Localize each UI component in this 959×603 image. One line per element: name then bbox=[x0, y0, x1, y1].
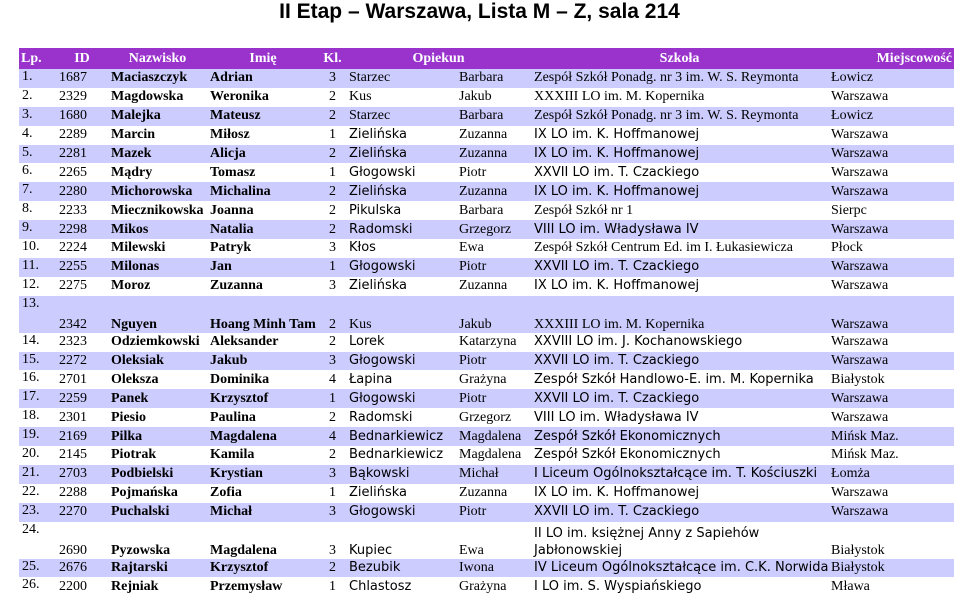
row-imie: Natalia bbox=[207, 220, 319, 239]
row-imie: Patryk bbox=[207, 239, 319, 258]
table-row bbox=[19, 577, 954, 596]
row-nazwisko: Mądry bbox=[108, 163, 207, 182]
row-lp: 12. bbox=[19, 277, 56, 296]
row-imie: Weronika bbox=[207, 88, 319, 107]
row-opiekun-imie: Jakub bbox=[456, 88, 531, 107]
row-opiekun-imie: Michał bbox=[456, 465, 531, 484]
row-lp: 22. bbox=[19, 484, 56, 503]
row-opiekun-nazwisko: Bąkowski bbox=[346, 465, 456, 484]
row-id: 2259 bbox=[56, 389, 108, 408]
header-row bbox=[19, 48, 954, 69]
row-kl: 3 bbox=[319, 503, 346, 522]
table-row bbox=[19, 201, 954, 220]
row-miejscowosc: Sierpc bbox=[828, 201, 954, 220]
row-id: 2200 bbox=[56, 577, 108, 596]
row-opiekun-nazwisko: Kus bbox=[346, 88, 456, 107]
row-nazwisko: Milonas bbox=[108, 258, 207, 277]
row-miejscowosc: Warszawa bbox=[828, 145, 954, 164]
row-id: 2701 bbox=[56, 370, 108, 389]
row-miejscowosc: Warszawa bbox=[828, 503, 954, 522]
row-imie: Jakub bbox=[207, 352, 319, 371]
header-szkola: Szkoła bbox=[531, 48, 828, 69]
row-imie: Michał bbox=[207, 503, 319, 522]
row-id: 2301 bbox=[56, 408, 108, 427]
row-nazwisko: Mikos bbox=[108, 220, 207, 239]
table-row bbox=[19, 220, 954, 239]
row-lp: 9. bbox=[19, 220, 56, 239]
row-imie: Aleksander bbox=[207, 333, 319, 352]
table-row bbox=[19, 352, 954, 371]
row-szkola: XXVII LO im. T. Czackiego bbox=[531, 503, 828, 522]
row-id: 1680 bbox=[56, 107, 108, 126]
row-kl: 2 bbox=[319, 446, 346, 465]
row-opiekun-imie: Jakub bbox=[456, 296, 531, 333]
row-id: 2288 bbox=[56, 484, 108, 503]
row-id: 2275 bbox=[56, 277, 108, 296]
row-miejscowosc: Warszawa bbox=[828, 258, 954, 277]
row-miejscowosc: Białystok bbox=[828, 370, 954, 389]
row-kl: 1 bbox=[319, 577, 346, 596]
row-lp: 14. bbox=[19, 333, 56, 352]
row-nazwisko: Marcin bbox=[108, 126, 207, 145]
row-opiekun-imie: Piotr bbox=[456, 352, 531, 371]
row-kl: 3 bbox=[319, 69, 346, 88]
row-opiekun-imie: Ewa bbox=[456, 522, 531, 559]
row-kl: 4 bbox=[319, 370, 346, 389]
row-kl: 2 bbox=[319, 107, 346, 126]
row-lp: 8. bbox=[19, 201, 56, 220]
row-nazwisko: Rajtarski bbox=[108, 559, 207, 578]
row-lp: 26. bbox=[19, 577, 56, 596]
row-id: 2265 bbox=[56, 163, 108, 182]
row-miejscowosc: Łomża bbox=[828, 465, 954, 484]
row-nazwisko: Moroz bbox=[108, 277, 207, 296]
row-imie: Dominika bbox=[207, 370, 319, 389]
row-kl: 1 bbox=[319, 484, 346, 503]
table-row bbox=[19, 69, 954, 88]
row-miejscowosc: Warszawa bbox=[828, 163, 954, 182]
row-id: 2690 bbox=[56, 522, 108, 559]
row-kl: 3 bbox=[319, 352, 346, 371]
row-kl: 1 bbox=[319, 389, 346, 408]
row-szkola: IX LO im. K. Hoffmanowej bbox=[531, 484, 828, 503]
row-szkola: Zespół Szkół Handlowo-E. im. M. Kopernika bbox=[531, 370, 828, 389]
row-id: 2289 bbox=[56, 126, 108, 145]
row-id: 2255 bbox=[56, 258, 108, 277]
row-opiekun-imie: Grażyna bbox=[456, 577, 531, 596]
table-row bbox=[19, 258, 954, 277]
row-nazwisko: Rejniak bbox=[108, 577, 207, 596]
row-nazwisko: Odziemkowski bbox=[108, 333, 207, 352]
row-szkola: XXVII LO im. T. Czackiego bbox=[531, 352, 828, 371]
row-opiekun-nazwisko: Lorek bbox=[346, 333, 456, 352]
row-kl: 3 bbox=[319, 277, 346, 296]
row-opiekun-nazwisko: Kłos bbox=[346, 239, 456, 258]
row-szkola: Zespół Szkół nr 1 bbox=[531, 201, 828, 220]
table-row bbox=[19, 277, 954, 296]
row-imie: Przemysław bbox=[207, 577, 319, 596]
row-opiekun-imie: Barbara bbox=[456, 107, 531, 126]
row-kl: 2 bbox=[319, 296, 346, 333]
row-opiekun-nazwisko: Głogowski bbox=[346, 258, 456, 277]
row-lp: 25. bbox=[19, 559, 56, 578]
table-row bbox=[19, 163, 954, 182]
row-miejscowosc: Mińsk Maz. bbox=[828, 446, 954, 465]
row-nazwisko: Magdowska bbox=[108, 88, 207, 107]
row-lp: 18. bbox=[19, 408, 56, 427]
row-szkola: XXXIII LO im. M. Kopernika bbox=[531, 88, 828, 107]
row-opiekun-imie: Magdalena bbox=[456, 427, 531, 446]
row-miejscowosc: Warszawa bbox=[828, 220, 954, 239]
row-opiekun-imie: Zuzanna bbox=[456, 145, 531, 164]
row-opiekun-imie: Piotr bbox=[456, 258, 531, 277]
row-imie: Magdalena bbox=[207, 522, 319, 559]
row-miejscowosc: Warszawa bbox=[828, 333, 954, 352]
row-opiekun-imie: Grzegorz bbox=[456, 408, 531, 427]
row-szkola: I LO im. S. Wyspiańskiego bbox=[531, 577, 828, 596]
row-kl: 1 bbox=[319, 163, 346, 182]
row-miejscowosc: Łowicz bbox=[828, 69, 954, 88]
row-opiekun-nazwisko: Bednarkiewicz bbox=[346, 446, 456, 465]
row-imie: Krzysztof bbox=[207, 559, 319, 578]
row-opiekun-nazwisko: Głogowski bbox=[346, 503, 456, 522]
header-opiekun: Opiekun bbox=[346, 48, 531, 69]
row-kl: 2 bbox=[319, 145, 346, 164]
row-opiekun-nazwisko: Bezubik bbox=[346, 559, 456, 578]
row-miejscowosc: Mińsk Maz. bbox=[828, 427, 954, 446]
row-szkola: XXVIII LO im. J. Kochanowskiego bbox=[531, 333, 828, 352]
row-imie: Jan bbox=[207, 258, 319, 277]
table-row bbox=[19, 126, 954, 145]
table-row bbox=[19, 446, 954, 465]
row-imie: Zofia bbox=[207, 484, 319, 503]
row-lp: 6. bbox=[19, 163, 56, 182]
results-table bbox=[19, 48, 954, 596]
row-imie: Miłosz bbox=[207, 126, 319, 145]
row-lp: 1. bbox=[19, 69, 56, 88]
row-opiekun-imie: Magdalena bbox=[456, 446, 531, 465]
header-imie: Imię bbox=[207, 48, 319, 69]
row-opiekun-nazwisko: Głogowski bbox=[346, 163, 456, 182]
row-miejscowosc: Warszawa bbox=[828, 88, 954, 107]
row-imie: Magdalena bbox=[207, 427, 319, 446]
row-nazwisko: Maciaszczyk bbox=[108, 69, 207, 88]
row-opiekun-nazwisko: Pikulska bbox=[346, 201, 456, 220]
row-szkola: Zespół Szkół Ponadg. nr 3 im. W. S. Reymonta bbox=[531, 107, 828, 126]
row-opiekun-nazwisko: Starzec bbox=[346, 69, 456, 88]
row-opiekun-nazwisko: Bednarkiewicz bbox=[346, 427, 456, 446]
row-opiekun-nazwisko: Głogowski bbox=[346, 352, 456, 371]
row-szkola: VIII LO im. Władysława IV bbox=[531, 220, 828, 239]
row-miejscowosc: Białystok bbox=[828, 559, 954, 578]
row-kl: 2 bbox=[319, 182, 346, 201]
row-id: 2272 bbox=[56, 352, 108, 371]
row-imie: Adrian bbox=[207, 69, 319, 88]
row-opiekun-nazwisko: Zielińska bbox=[346, 126, 456, 145]
row-lp: 19. bbox=[19, 427, 56, 446]
row-nazwisko: Podbielski bbox=[108, 465, 207, 484]
row-szkola: II LO im. księżnej Anny z Sapiehów Jabłonowskiej bbox=[531, 522, 828, 559]
row-lp: 15. bbox=[19, 352, 56, 371]
row-miejscowosc: Warszawa bbox=[828, 182, 954, 201]
row-kl: 3 bbox=[319, 239, 346, 258]
row-imie: Hoang Minh Tam bbox=[207, 296, 319, 333]
row-imie: Tomasz bbox=[207, 163, 319, 182]
header-lp: Lp. bbox=[19, 48, 56, 69]
row-szkola: Zespół Szkół Centrum Ed. im I. Łukasiewicza bbox=[531, 239, 828, 258]
row-szkola: IX LO im. K. Hoffmanowej bbox=[531, 126, 828, 145]
row-lp: 16. bbox=[19, 370, 56, 389]
table-row bbox=[19, 408, 954, 427]
table-row bbox=[19, 559, 954, 578]
table-row bbox=[19, 88, 954, 107]
row-szkola: XXVII LO im. T. Czackiego bbox=[531, 258, 828, 277]
row-nazwisko: Piesio bbox=[108, 408, 207, 427]
row-miejscowosc: Białystok bbox=[828, 522, 954, 559]
row-opiekun-imie: Zuzanna bbox=[456, 182, 531, 201]
row-id: 2329 bbox=[56, 88, 108, 107]
row-opiekun-imie: Piotr bbox=[456, 163, 531, 182]
row-opiekun-nazwisko: Radomski bbox=[346, 220, 456, 239]
row-miejscowosc: Warszawa bbox=[828, 277, 954, 296]
row-kl: 3 bbox=[319, 465, 346, 484]
header-id: ID bbox=[56, 48, 108, 69]
row-id: 2676 bbox=[56, 559, 108, 578]
row-szkola: VIII LO im. Władysława IV bbox=[531, 408, 828, 427]
row-miejscowosc: Mława bbox=[828, 577, 954, 596]
header-kl: Kl. bbox=[319, 48, 346, 69]
table-row bbox=[19, 239, 954, 258]
row-miejscowosc: Warszawa bbox=[828, 484, 954, 503]
row-imie: Joanna bbox=[207, 201, 319, 220]
row-imie: Zuzanna bbox=[207, 277, 319, 296]
table-row bbox=[19, 522, 954, 559]
row-szkola: XXVII LO im. T. Czackiego bbox=[531, 163, 828, 182]
row-imie: Kamila bbox=[207, 446, 319, 465]
table-row bbox=[19, 145, 954, 164]
table-row bbox=[19, 465, 954, 484]
row-lp: 10. bbox=[19, 239, 56, 258]
table-row bbox=[19, 427, 954, 446]
row-nazwisko: Nguyen bbox=[108, 296, 207, 333]
row-opiekun-imie: Grzegorz bbox=[456, 220, 531, 239]
row-lp: 2. bbox=[19, 88, 56, 107]
row-lp: 17. bbox=[19, 389, 56, 408]
row-nazwisko: Mazek bbox=[108, 145, 207, 164]
row-kl: 4 bbox=[319, 427, 346, 446]
header-miejscowosc: Miejscowość bbox=[828, 48, 954, 69]
row-opiekun-nazwisko: Zielińska bbox=[346, 484, 456, 503]
row-id: 2298 bbox=[56, 220, 108, 239]
row-id: 2323 bbox=[56, 333, 108, 352]
row-szkola: IX LO im. K. Hoffmanowej bbox=[531, 182, 828, 201]
row-nazwisko: Panek bbox=[108, 389, 207, 408]
row-szkola: IX LO im. K. Hoffmanowej bbox=[531, 277, 828, 296]
row-szkola: Zespół Szkół Ekonomicznych bbox=[531, 427, 828, 446]
row-id: 2270 bbox=[56, 503, 108, 522]
row-id: 2281 bbox=[56, 145, 108, 164]
row-szkola: IV Liceum Ogólnokształcące im. C.K. Norwida bbox=[531, 559, 828, 578]
row-miejscowosc: Warszawa bbox=[828, 389, 954, 408]
table-row bbox=[19, 333, 954, 352]
row-lp: 24. bbox=[19, 522, 56, 559]
row-opiekun-imie: Piotr bbox=[456, 503, 531, 522]
row-imie: Paulina bbox=[207, 408, 319, 427]
row-opiekun-imie: Iwona bbox=[456, 559, 531, 578]
row-nazwisko: Malejka bbox=[108, 107, 207, 126]
row-kl: 1 bbox=[319, 126, 346, 145]
row-miejscowosc: Warszawa bbox=[828, 126, 954, 145]
row-kl: 2 bbox=[319, 220, 346, 239]
row-szkola: XXVII LO im. T. Czackiego bbox=[531, 389, 828, 408]
row-opiekun-nazwisko: Kus bbox=[346, 296, 456, 333]
row-id: 1687 bbox=[56, 69, 108, 88]
row-lp: 23. bbox=[19, 503, 56, 522]
header-nazwisko: Nazwisko bbox=[108, 48, 207, 69]
row-szkola: IX LO im. K. Hoffmanowej bbox=[531, 145, 828, 164]
row-opiekun-imie: Zuzanna bbox=[456, 277, 531, 296]
row-lp: 5. bbox=[19, 145, 56, 164]
row-id: 2280 bbox=[56, 182, 108, 201]
row-opiekun-imie: Grażyna bbox=[456, 370, 531, 389]
row-id: 2169 bbox=[56, 427, 108, 446]
row-imie: Mateusz bbox=[207, 107, 319, 126]
row-miejscowosc: Warszawa bbox=[828, 296, 954, 333]
row-miejscowosc: Warszawa bbox=[828, 352, 954, 371]
row-kl: 1 bbox=[319, 258, 346, 277]
row-szkola: Zespół Szkół Ponadg. nr 3 im. W. S. Reymonta bbox=[531, 69, 828, 88]
row-opiekun-nazwisko: Głogowski bbox=[346, 389, 456, 408]
row-opiekun-imie: Barbara bbox=[456, 201, 531, 220]
row-opiekun-imie: Zuzanna bbox=[456, 126, 531, 145]
row-id: 2145 bbox=[56, 446, 108, 465]
row-nazwisko: Piotrak bbox=[108, 446, 207, 465]
row-lp: 13. bbox=[19, 296, 56, 333]
row-nazwisko: Pilka bbox=[108, 427, 207, 446]
row-opiekun-nazwisko: Kupiec bbox=[346, 522, 456, 559]
row-opiekun-nazwisko: Chlastosz bbox=[346, 577, 456, 596]
row-lp: 21. bbox=[19, 465, 56, 484]
table-row bbox=[19, 296, 954, 333]
row-nazwisko: Miecznikowska bbox=[108, 201, 207, 220]
row-imie: Krystian bbox=[207, 465, 319, 484]
row-lp: 7. bbox=[19, 182, 56, 201]
table-row bbox=[19, 389, 954, 408]
row-szkola: Zespół Szkół Ekonomicznych bbox=[531, 446, 828, 465]
row-nazwisko: Michorowska bbox=[108, 182, 207, 201]
page-title: II Etap – Warszawa, Lista M – Z, sala 214 bbox=[279, 0, 680, 23]
row-imie: Krzysztof bbox=[207, 389, 319, 408]
row-id: 2703 bbox=[56, 465, 108, 484]
table-row bbox=[19, 107, 954, 126]
row-id: 2233 bbox=[56, 201, 108, 220]
row-opiekun-nazwisko: Zielińska bbox=[346, 182, 456, 201]
row-kl: 3 bbox=[319, 522, 346, 559]
row-nazwisko: Oleksza bbox=[108, 370, 207, 389]
row-nazwisko: Pojmańska bbox=[108, 484, 207, 503]
row-lp: 11. bbox=[19, 258, 56, 277]
row-id: 2224 bbox=[56, 239, 108, 258]
row-miejscowosc: Warszawa bbox=[828, 408, 954, 427]
row-opiekun-imie: Barbara bbox=[456, 69, 531, 88]
table-row bbox=[19, 370, 954, 389]
row-szkola: I Liceum Ogólnokształcące im. T. Kościuszki bbox=[531, 465, 828, 484]
row-nazwisko: Milewski bbox=[108, 239, 207, 258]
row-nazwisko: Oleksiak bbox=[108, 352, 207, 371]
row-opiekun-nazwisko: Łapina bbox=[346, 370, 456, 389]
row-miejscowosc: Płock bbox=[828, 239, 954, 258]
row-lp: 4. bbox=[19, 126, 56, 145]
table-row bbox=[19, 503, 954, 522]
row-szkola: XXXIII LO im. M. Kopernika bbox=[531, 296, 828, 333]
row-kl: 2 bbox=[319, 333, 346, 352]
row-opiekun-nazwisko: Zielińska bbox=[346, 145, 456, 164]
row-kl: 2 bbox=[319, 88, 346, 107]
row-kl: 2 bbox=[319, 559, 346, 578]
row-opiekun-imie: Zuzanna bbox=[456, 484, 531, 503]
row-opiekun-imie: Katarzyna bbox=[456, 333, 531, 352]
row-opiekun-nazwisko: Zielińska bbox=[346, 277, 456, 296]
row-opiekun-imie: Ewa bbox=[456, 239, 531, 258]
row-lp: 3. bbox=[19, 107, 56, 126]
table-row bbox=[19, 182, 954, 201]
row-nazwisko: Puchalski bbox=[108, 503, 207, 522]
row-miejscowosc: Łowicz bbox=[828, 107, 954, 126]
row-imie: Michalina bbox=[207, 182, 319, 201]
row-kl: 2 bbox=[319, 408, 346, 427]
row-id: 2342 bbox=[56, 296, 108, 333]
row-opiekun-imie: Piotr bbox=[456, 389, 531, 408]
row-opiekun-nazwisko: Starzec bbox=[346, 107, 456, 126]
row-lp: 20. bbox=[19, 446, 56, 465]
row-nazwisko: Pyzowska bbox=[108, 522, 207, 559]
row-imie: Alicja bbox=[207, 145, 319, 164]
row-kl: 2 bbox=[319, 201, 346, 220]
table-row bbox=[19, 484, 954, 503]
row-opiekun-nazwisko: Radomski bbox=[346, 408, 456, 427]
